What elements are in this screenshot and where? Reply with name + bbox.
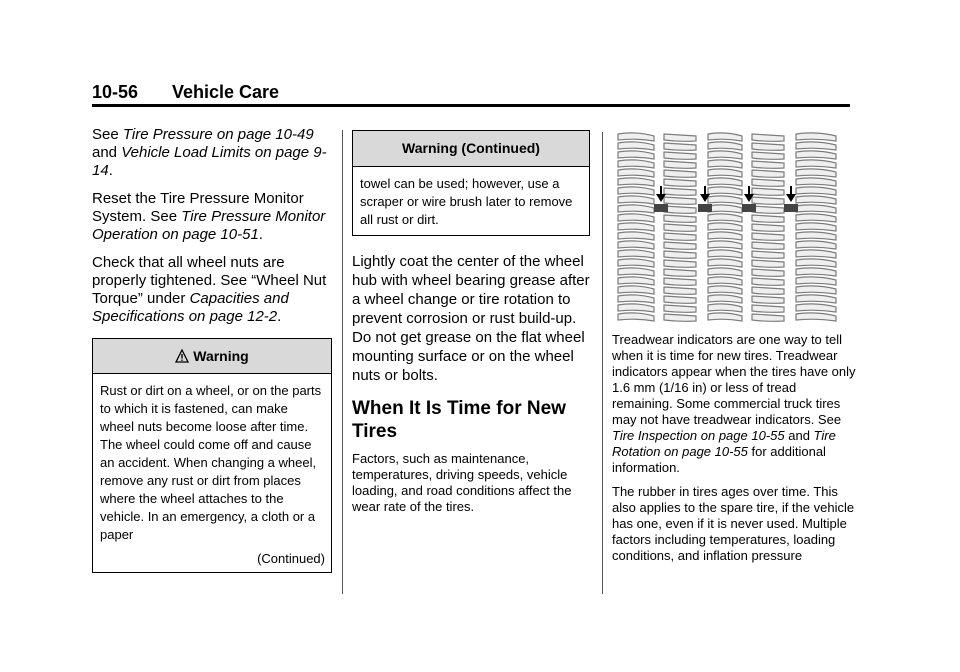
column-1 [92,126,332,573]
column-3 [612,332,857,572]
warning-continued-header: Warning (Continued) [353,131,589,167]
column-2 [352,130,590,515]
warning-continued: (Continued) [257,551,325,566]
link-tpms-operation[interactable]: Tire Pressure Monitor Operation on page 10-51 [92,208,326,243]
link-tire-inspection[interactable]: Tire Inspection on page 10-55 [612,428,785,443]
page-header [92,82,850,103]
page-number: 10-56 [92,82,139,102]
link-tire-pressure[interactable]: Tire Pressure on page 10-49 [122,126,314,143]
warning-box [92,338,332,573]
header-rule [92,104,850,107]
warning-header [93,339,331,374]
heading-new-tires: When It Is Time for New Tires [352,398,566,442]
link-tire-rotation[interactable]: Tire Rotation on page 10-55 [612,428,836,459]
warning-title: Warning [193,348,249,364]
paragraph-treadwear-indicators: Treadwear indicators are one way to tell when it is time for new tires. Treadwear indicators appear when the tires have only 1.6 mm (1/16 in) or less of tread remaining. Some commercial truck tires may not have treadwear indicators. See Tire Inspection on page 10-55 and Tire Rotation on page 10-55 for additional information. [612,332,856,475]
paragraph-check-wheel-nuts: Check that all wheel nuts are properly tightened. See “Wheel Nut Torque” under Capacities and Specifications on page 12-2. [92,254,327,325]
column-divider-2 [602,132,603,594]
treadwear-indicator-illustration [612,132,852,322]
warning-continued-box [352,130,590,236]
warning-body: Rust or dirt on a wheel, or on the parts to which it is fastened, can make wheel nuts become loose after time. The wheel could come off and cause an accident. When changing a wheel, remove any rust or dirt from places where the wheel attaches to the vehicle. In an emergency, a cloth or a paper [100,383,322,542]
warning-icon [175,349,189,363]
section-title: Vehicle Care [172,82,280,102]
link-capacities-specs[interactable]: Capacities and Specifications on page 12-2 [92,290,289,325]
column-divider-1 [342,130,343,594]
warning-continued-body: towel can be used; however, use a scraper or wire brush later to remove all rust or dirt. [360,176,573,227]
paragraph-wheel-hub-grease: Lightly coat the center of the wheel hub with wheel bearing grease after a wheel change or tire rotation to prevent corrosion or rust build-up. Do not get grease on the flat wheel mounting surface or on the wheel nuts or bolts. [352,253,590,384]
paragraph-reset-tpms: Reset the Tire Pressure Monitor System. See Tire Pressure Monitor Operation on page 10-51. [92,190,326,243]
link-vehicle-load-limits[interactable]: Vehicle Load Limits on page 9-14 [92,144,327,179]
paragraph-wear-factors: Factors, such as maintenance, temperatures, driving speeds, vehicle loading, and road conditions affect the wear rate of the tires. [352,451,572,514]
paragraph-see-tire-pressure: See Tire Pressure on page 10-49 and Vehicle Load Limits on page 9-14. [92,126,327,179]
paragraph-rubber-ages: The rubber in tires ages over time. This also applies to the spare tire, if the vehicle has one, even if it is never used. Multiple factors including temperatures, loading conditions, and inflation pressure [612,484,855,563]
